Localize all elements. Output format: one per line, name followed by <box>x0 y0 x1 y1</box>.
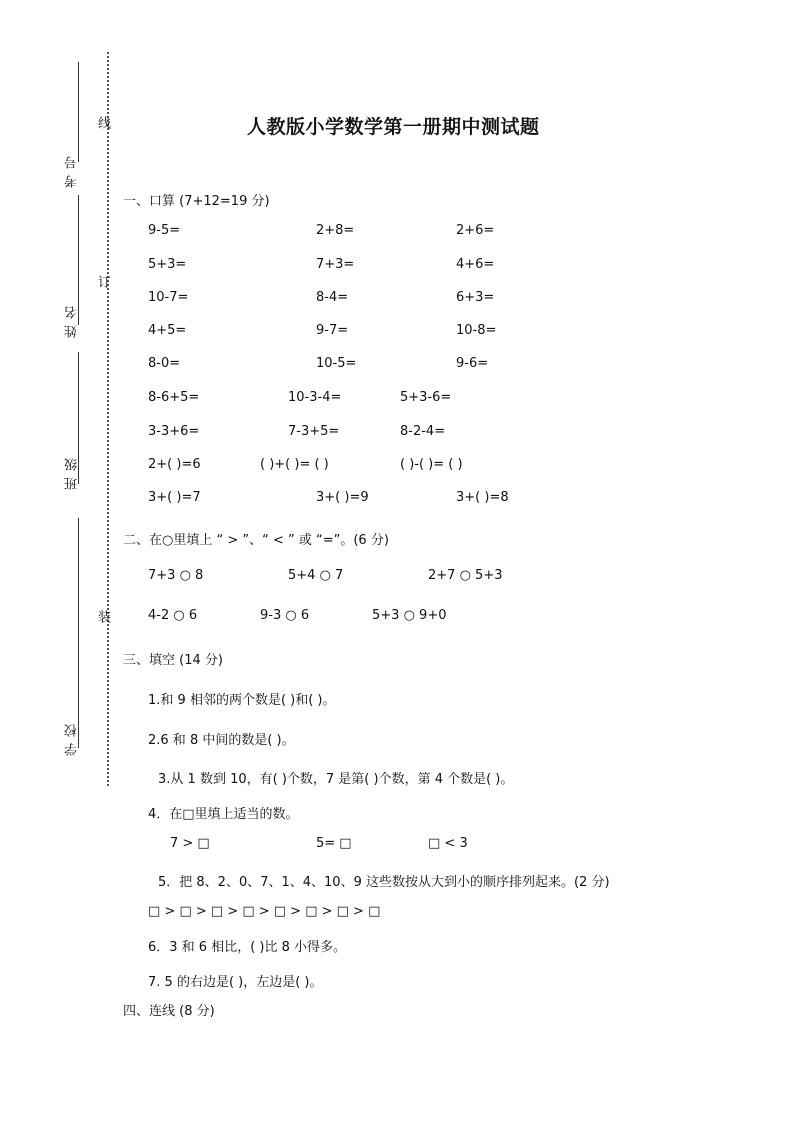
calc-item: 10-5= <box>316 356 357 371</box>
fill-question-3: 3.从 1 数到 10，有( )个数，7 是第( )个数，第 4 个数是( )。 <box>158 772 514 787</box>
calc-item: 4+5= <box>148 323 187 338</box>
calc-item: 5+3= <box>148 257 187 272</box>
calc-item: 3-3+6= <box>148 424 200 439</box>
calc-item: 8-4= <box>316 290 349 305</box>
kaohao-label: 考号 <box>65 150 80 188</box>
binding-zhuang: 装 <box>95 610 110 623</box>
calc-item: 4+6= <box>456 257 495 272</box>
box-item: 5= □ <box>316 836 352 851</box>
binding-ding: 订 <box>95 275 110 288</box>
binding-xian: 线 <box>95 116 110 129</box>
compare-item: 5+4 ○ 7 <box>288 568 344 583</box>
calc-item: 10-7= <box>148 290 189 305</box>
fill-question-7: 7. 5 的右边是( )，左边是( )。 <box>148 975 323 990</box>
section3-heading: 三、填空 (14 分) <box>123 653 223 668</box>
calc-item: 3+( )=8 <box>456 490 509 505</box>
calc-item: 5+3-6= <box>400 390 452 405</box>
binding-dotted-line <box>107 52 109 786</box>
xuexiao-line <box>78 518 79 748</box>
kaohao-line <box>78 62 79 162</box>
fill-question-4: 4．在□里填上适当的数。 <box>148 807 299 822</box>
section1-heading: 一、口算 (7+12=19 分) <box>123 194 270 209</box>
calc-item: 3+( )=7 <box>148 490 201 505</box>
xingming-label: 姓名 <box>65 300 80 338</box>
order-boxes: □ > □ > □ > □ > □ > □ > □ > □ <box>148 904 381 919</box>
compare-item: 9-3 ○ 6 <box>260 608 310 623</box>
compare-item: 4-2 ○ 6 <box>148 608 198 623</box>
calc-item: 2+8= <box>316 223 355 238</box>
calc-item: 9-6= <box>456 356 489 371</box>
calc-item: 7+3= <box>316 257 355 272</box>
calc-item: 8-0= <box>148 356 181 371</box>
compare-item: 7+3 ○ 8 <box>148 568 204 583</box>
calc-item: 10-8= <box>456 323 497 338</box>
calc-item: 8-2-4= <box>400 424 446 439</box>
fill-question-6: 6．3 和 6 相比，( )比 8 小得多。 <box>148 940 347 955</box>
calc-item: 7-3+5= <box>288 424 340 439</box>
fill-question-2: 2.6 和 8 中间的数是( )。 <box>148 733 295 748</box>
calc-item: 6+3= <box>456 290 495 305</box>
calc-item: 9-7= <box>316 323 349 338</box>
banji-label: 班级 <box>65 452 80 490</box>
box-item: 7 > □ <box>170 836 210 851</box>
section4-heading: 四、连线 (8 分) <box>123 1004 215 1019</box>
compare-item: 2+7 ○ 5+3 <box>428 568 503 583</box>
xuexiao-label: 学校 <box>65 718 80 756</box>
calc-item: ( )+( )= ( ) <box>260 457 329 472</box>
calc-item: 3+( )=9 <box>316 490 369 505</box>
calc-item: 2+( )=6 <box>148 457 201 472</box>
calc-item: 2+6= <box>456 223 495 238</box>
page-title: 人教版小学数学第一册期中测试题 <box>247 116 540 138</box>
box-item: □ < 3 <box>428 836 468 851</box>
compare-item: 5+3 ○ 9+0 <box>372 608 447 623</box>
calc-item: 10-3-4= <box>288 390 342 405</box>
section2-heading: 二、在○里填上 “ > ”、“ < ” 或 “=”。(6 分) <box>123 533 389 548</box>
fill-question-5: 5．把 8、2、0、7、1、4、10、9 这些数按从大到小的顺序排列起来。(2 分) <box>158 875 610 890</box>
calc-item: 8-6+5= <box>148 390 200 405</box>
calc-item: ( )-( )= ( ) <box>400 457 463 472</box>
fill-question-1: 1.和 9 相邻的两个数是( )和( )。 <box>148 693 336 708</box>
calc-item: 9-5= <box>148 223 181 238</box>
